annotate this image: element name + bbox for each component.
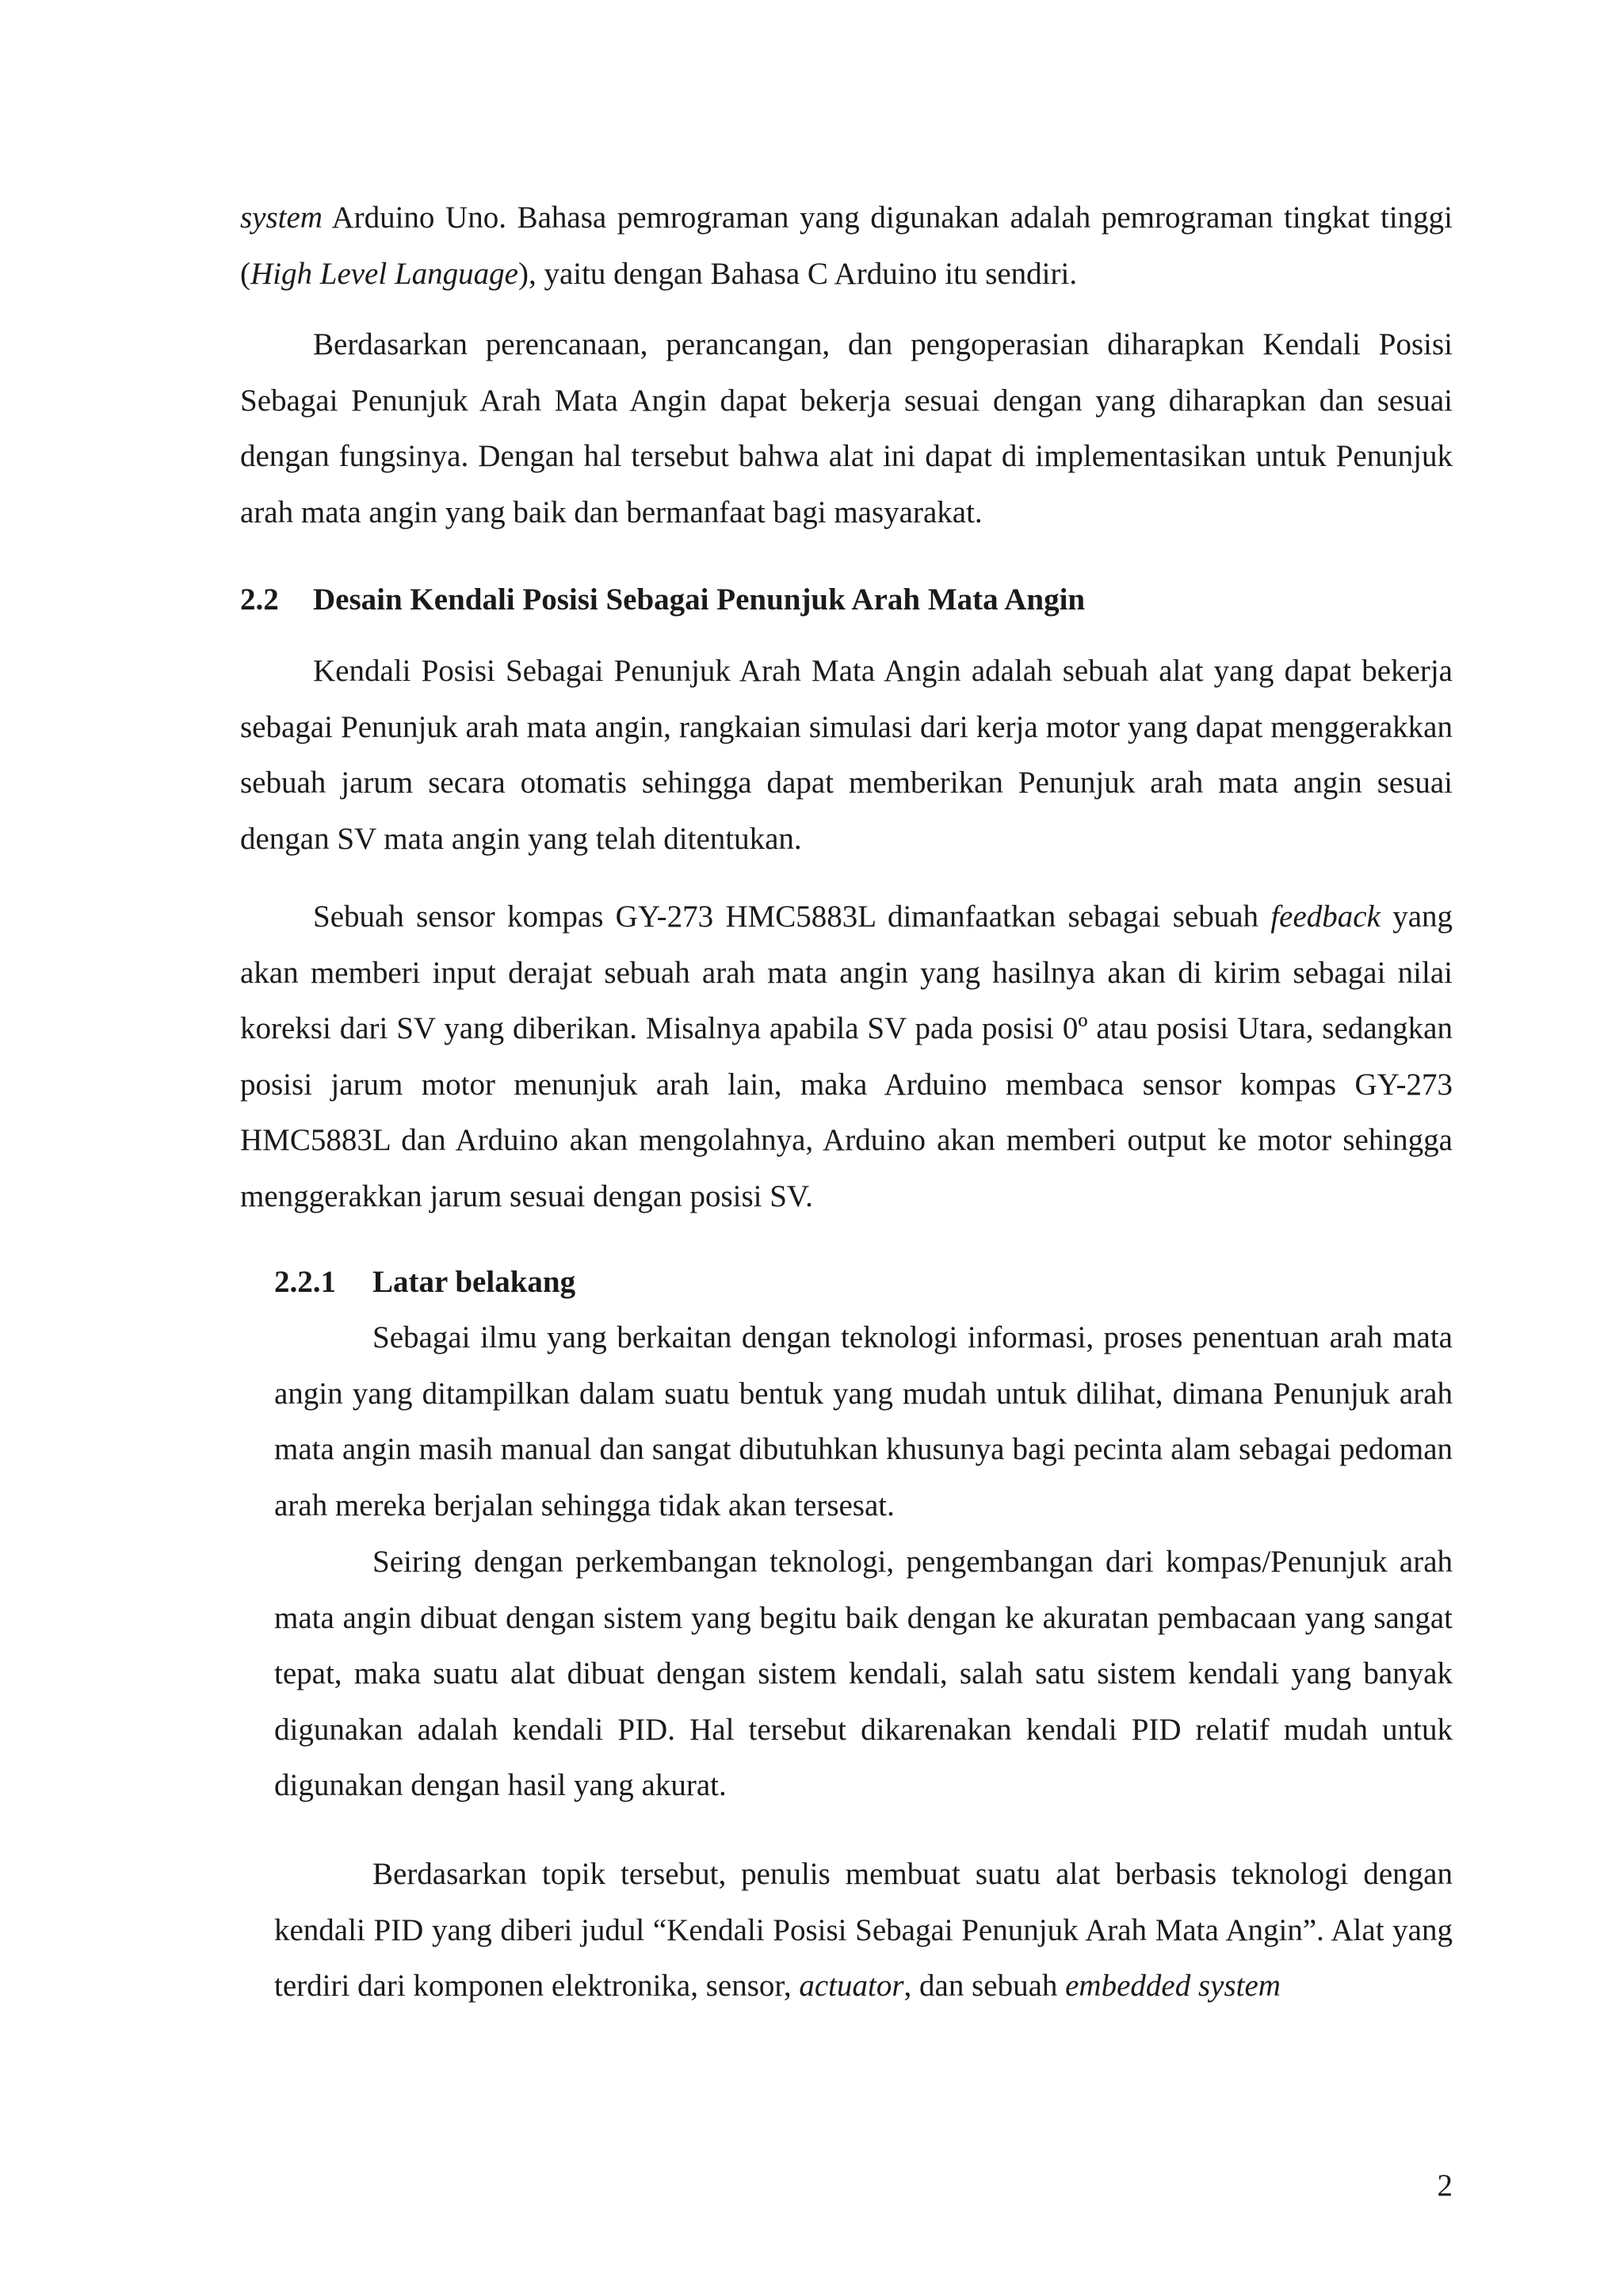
text-run: Berdasarkan topik tersebut, penulis membuat suatu alat berbasis teknologi dengan kendali PID yang diberi judul “Kendali Posisi Sebagai Penunjuk Arah Mata Angin”. Alat yang terdiri dari komponen elektronika, sensor, [274,1857,1453,2003]
text-run: ), yaitu dengan Bahasa C Arduino itu sendiri. [517,256,1078,291]
text-run: , dan sebuah [903,1969,1066,2003]
paragraph-background-3 [274,1847,1453,2015]
section-heading-2-2 [240,576,1085,624]
text-run: Arduino Uno. Bahasa pemrograman yang digunakan adalah pemrograman tingkat tinggi ( [240,201,1453,291]
section-number: 2.2.1 [274,1265,336,1299]
text-run: Sebagai ilmu yang berkaitan dengan teknologi informasi, proses penentuan arah mata angin yang ditampilkan dalam suatu bentuk yang mudah untuk dilihat, dimana Penunjuk arah mata angin masih manual dan sangat dibutuhkan khusunya bagi pecinta alam sebagai pedoman arah mereka berjalan sehingga tidak akan tersesat. [274,1320,1453,1522]
paragraph-device-description [240,644,1453,867]
text-run: yang akan memberi input derajat sebuah arah mata angin yang hasilnya akan di kirim sebagai nilai koreksi dari SV yang diberikan. Misalnya apabila SV pada posisi 0º atau posisi Utara, sedangkan posisi jarum motor menunjuk arah lain, maka Arduino membaca sensor kompas GY-273 HMC5883L dan Arduino akan mengolahnya, Arduino akan memberi output ke motor sehingga menggerakkan jarum sesuai dengan posisi SV. [240,900,1453,1213]
page-number: 2 [1437,2168,1453,2202]
italic-term: High Level Language [250,256,518,291]
paragraph-compass-sensor [240,889,1453,1224]
paragraph-planning [240,317,1453,541]
paragraph-background-2 [274,1534,1453,1814]
section-heading-2-2-1 [274,1259,575,1306]
text-run: Berdasarkan perencanaan, perancangan, dan pengoperasian diharapkan Kendali Posisi Sebagai Penunjuk Arah Mata Angin dapat bekerja sesuai dengan yang diharapkan dan sesuai dengan fungsinya. Dengan hal tersebut bahwa alat ini dapat di implementasikan untuk Penunjuk arah mata angin yang baik dan bermanfaat bagi masyarakat. [240,327,1453,529]
section-number: 2.2 [240,583,279,617]
section-title: Desain Kendali Posisi Sebagai Penunjuk Arah Mata Angin [313,583,1086,617]
paragraph-arduino-language [240,190,1453,302]
paragraph-background-1 [274,1310,1453,1534]
italic-term: embedded system [1065,1969,1281,2003]
italic-term: feedback [1270,900,1381,934]
text-run: Kendali Posisi Sebagai Penunjuk Arah Mata Angin adalah sebuah alat yang dapat bekerja sebagai Penunjuk arah mata angin, rangkaian simulasi dari kerja motor yang dapat menggerakkan sebuah jarum secara otomatis sehingga dapat memberikan Penunjuk arah mata angin sesuai dengan SV mata angin yang telah ditentukan. [240,654,1453,856]
text-run: Seiring dengan perkembangan teknologi, pengembangan dari kompas/Penunjuk arah mata angin dibuat dengan sistem yang begitu baik dengan ke akuratan pembacaan yang sangat tepat, maka suatu alat dibuat dengan sistem kendali, salah satu sistem kendali yang banyak digunakan adalah kendali PID. Hal tersebut dikarenakan kendali PID relatif mudah untuk digunakan dengan hasil yang akurat. [274,1545,1453,1802]
italic-term: system [240,201,323,235]
text-run: Sebuah sensor kompas GY-273 HMC5883L dimanfaatkan sebagai sebuah [313,900,1271,934]
section-title: Latar belakang [372,1265,576,1299]
italic-term: actuator [799,1969,904,2003]
